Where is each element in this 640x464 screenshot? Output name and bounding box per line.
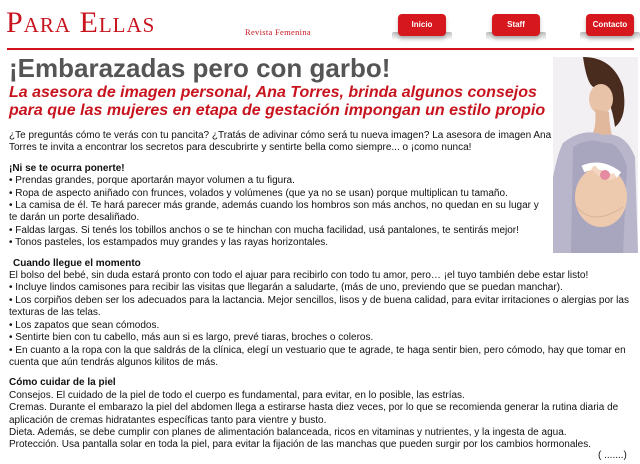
list-item: • Tonos pasteles, los estampados muy grandes y las rayas horizontales. <box>9 237 329 249</box>
article-body <box>9 130 629 452</box>
nav-staff-label: Staff <box>492 14 540 36</box>
site-tagline: Revista Femenina <box>245 27 311 37</box>
list-item: • Los corpiños deben ser los adecuados para la lactancia. Mejor sencillos, lisos y de buena calidad, para evitar irritaciones o alergias por las texturas de las telas. <box>9 294 629 319</box>
section-heading: Cómo cuidar de la piel <box>9 377 116 389</box>
list-item: • Los zapatos que sean cómodos. <box>9 319 160 331</box>
article-title: ¡Embarazadas pero con garbo! <box>9 53 391 83</box>
list-item: • En cuanto a la ropa con la que saldrás de la clínica, elegí un vestuario que te agrade, te haga sentir bien, pero cómodo, hay que tomar en cuenta que aún tendrás algunos kilitos de más. <box>9 344 626 368</box>
list-item: • Ropa de aspecto aniñado con frunces, volados y volúmenes (que ya no se usan) porque multiplican tu tamaño. <box>9 187 508 199</box>
list-item: • Prendas grandes, porque aportarán mayor volumen a tu figura. <box>9 175 295 187</box>
list-item: • Faldas largas. Si tenés los tobillos anchos o se te hinchan con mucha facilidad, usá pantalones, te sentirás mejor! <box>9 224 519 236</box>
section-heading: ¡Ni se te ocurra ponerte! <box>9 162 125 174</box>
list-item: El bolso del bebé, sin duda estará pronto con todo el ajuar para recibirlo con todo tu amor, pero… ¡el tuyo también debe estar listo! <box>9 270 589 282</box>
list-item: • Incluye lindos camisones para recibir las visitas que llegarán a saludarte, (más de uno, previendo que se puedan manchar). <box>9 282 563 294</box>
read-more-link[interactable]: ( .......) <box>598 450 627 461</box>
header-divider <box>7 48 634 50</box>
site-header <box>0 0 640 46</box>
section-heading: Cuando llegue el momento <box>13 257 141 269</box>
article-subtitle: La asesora de imagen personal, Ana Torres, brinda algunos consejos para que las mujeres en etapa de gestación impongan un estilo propio <box>9 84 546 119</box>
nav-contacto-label: Contacto <box>586 14 634 36</box>
list-item: Dieta. Además, se debe cumplir con planes de alimentación balanceada, ricos en vitaminas y nutrientes, y la ingesta de agua. <box>9 426 567 438</box>
list-item: • Sentirte bien con tu cabello, más aun si es largo, prevé tiaras, broches o coleros. <box>9 332 374 344</box>
list-item: Consejos. El cuidado de la piel de todo el cuerpo es fundamental, para evitar, en lo posible, las estrías. <box>9 389 465 401</box>
nav-inicio-label: Inicio <box>398 14 446 36</box>
photo-illustration <box>553 57 638 253</box>
site-logo[interactable] <box>6 4 155 42</box>
article-intro: ¿Te preguntás cómo te verás con tu pancita? ¿Tratás de adivinar cómo será tu nueva imagen? La asesora de imagen Ana Torres te invita a encontrar los secretos para descubrirte y sentirte bella como siempre... o ¡como nunca! <box>9 130 552 154</box>
logo-text: Para Ellas <box>6 6 156 39</box>
pregnant-woman-photo <box>553 57 638 253</box>
list-item: Protección. Usa pantalla solar en toda la piel, para evitar la fijación de las manchas que pueden surgir por los cambios hormonales. <box>9 439 591 451</box>
list-item: Cremas. Durante el embarazo la piel del abdomen llega a estirarse hasta diez veces, por lo que se recomienda generar la rutina diaria de aplicación de cremas hidratantes específicas tanto para vientre y busto. <box>9 402 619 426</box>
list-item: • La camisa de él. Te hará parecer más grande, además cuando los hombros son más anchos, no quedan en su lugar y te darán un porte desaliñado. <box>9 200 539 224</box>
